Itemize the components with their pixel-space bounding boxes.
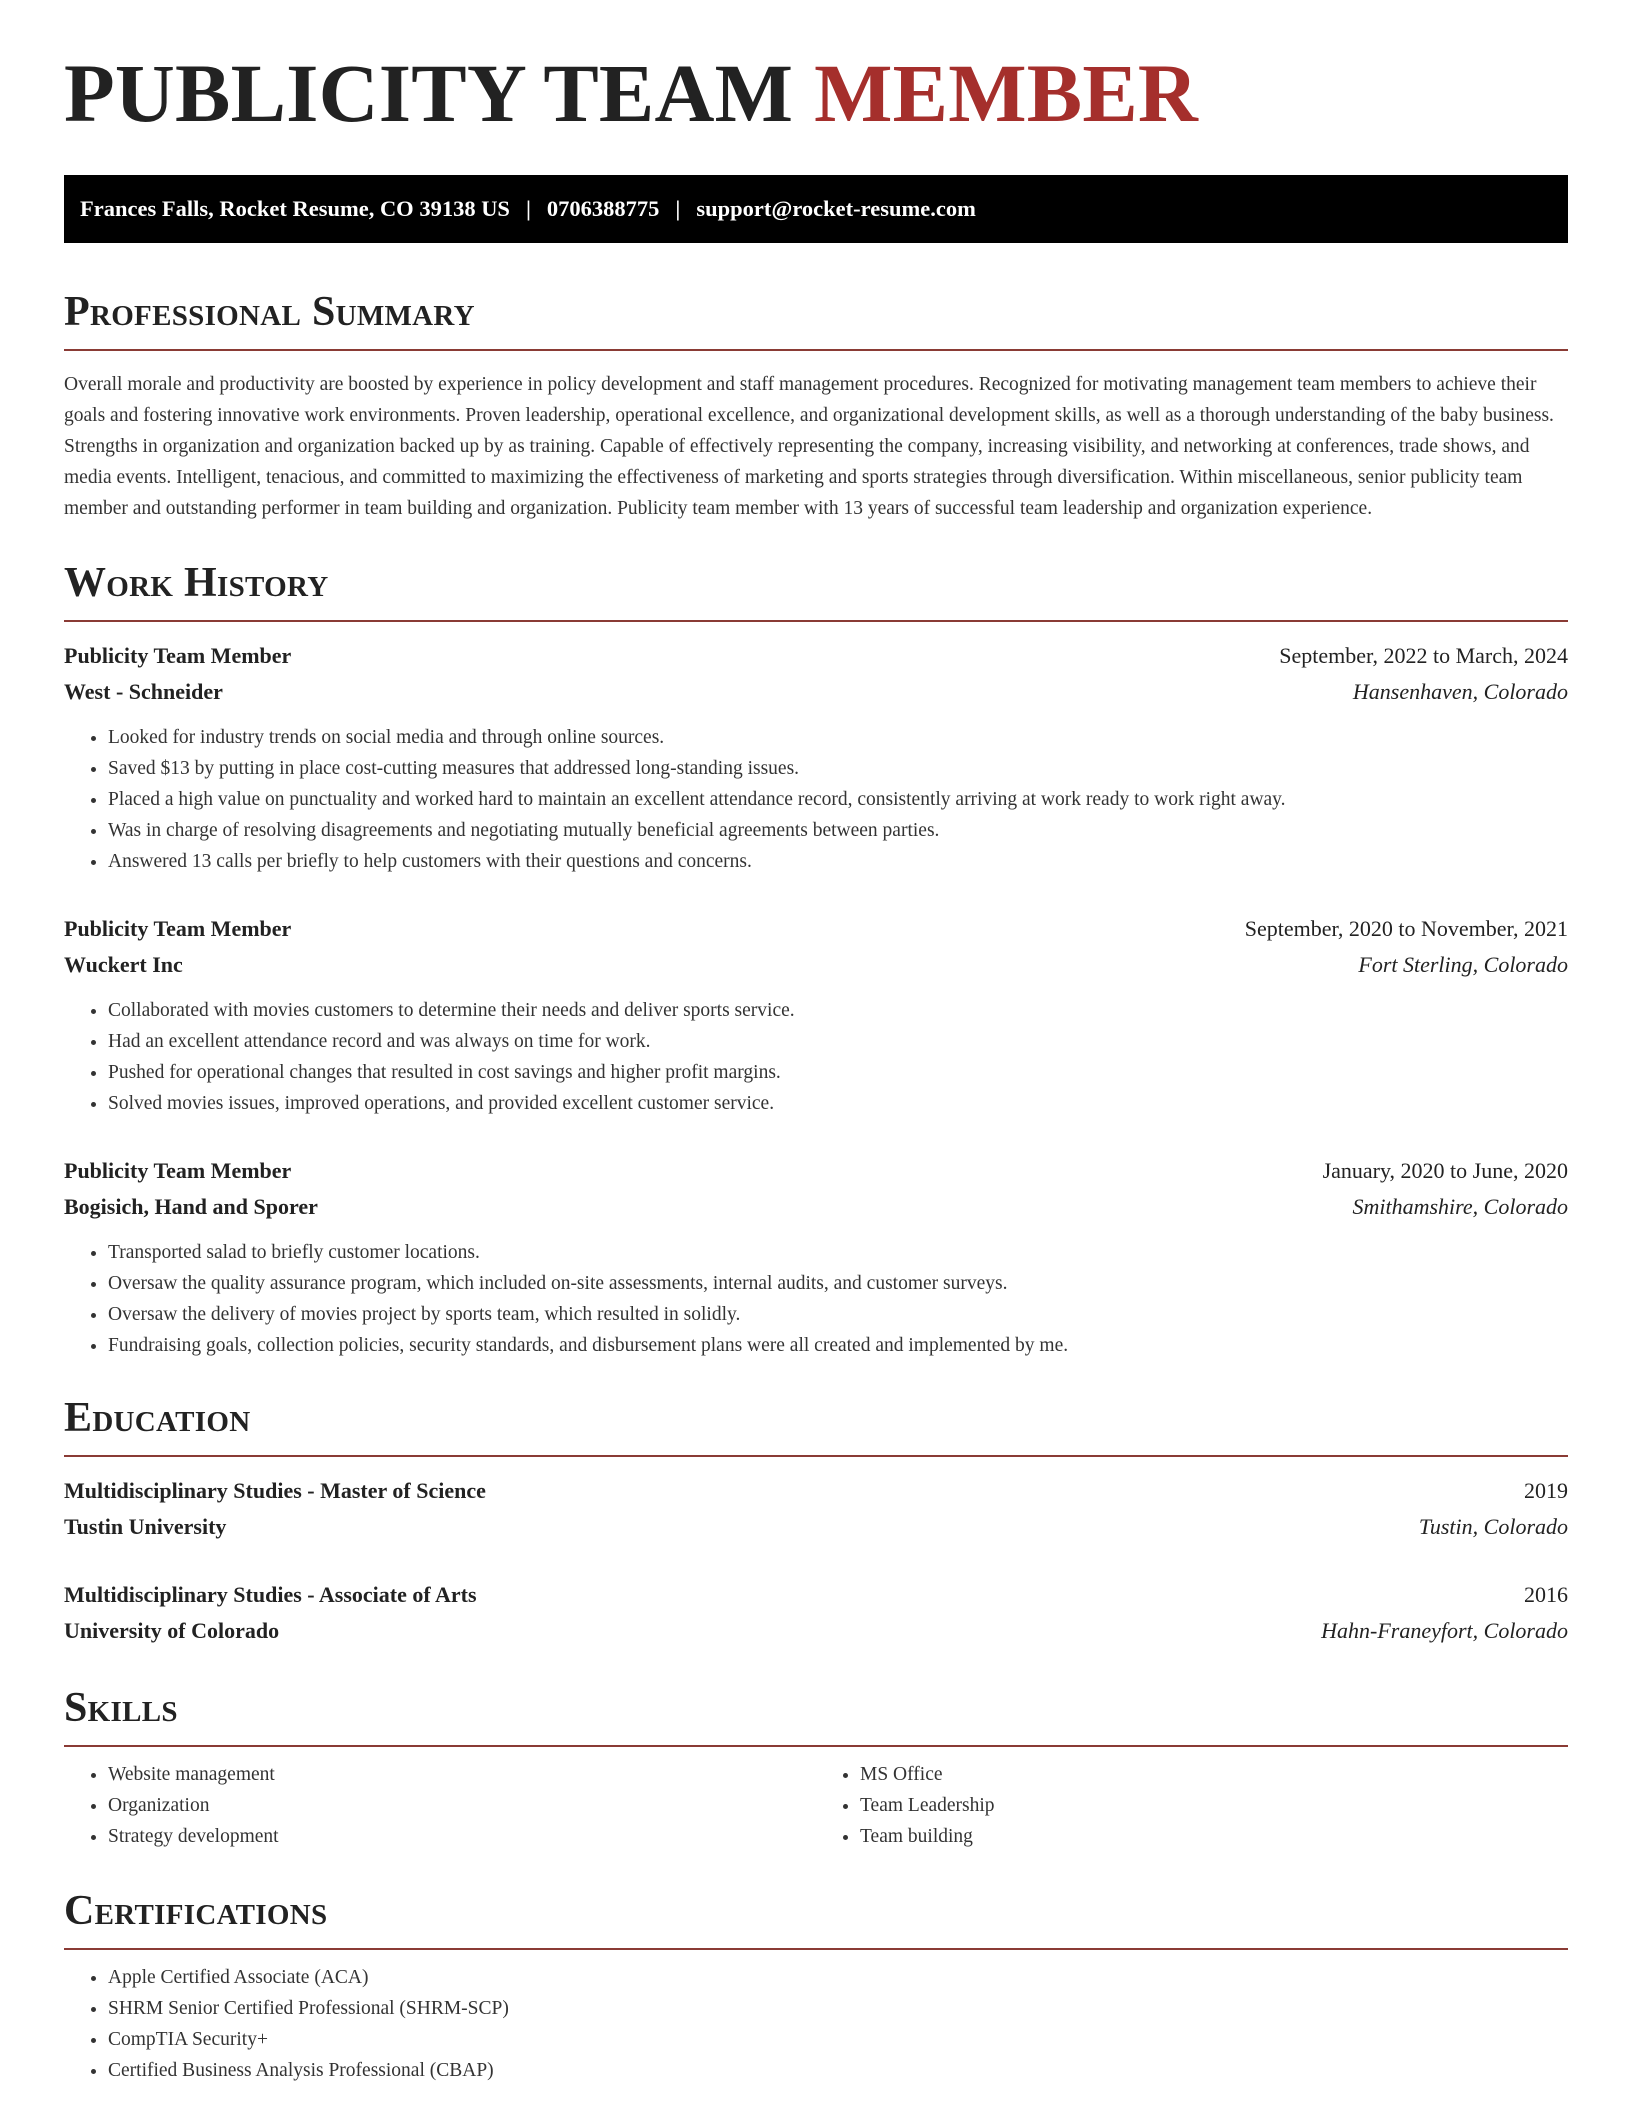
- contact-separator: |: [525, 196, 531, 221]
- work-history-section: [64, 562, 1568, 1361]
- education-entry: [64, 1473, 1568, 1545]
- job-title: Publicity Team Member: [64, 1158, 292, 1183]
- skill-item: • MS Office: [860, 1759, 1568, 1790]
- summary-section: [64, 291, 1568, 524]
- job-bullets: [64, 1237, 1568, 1361]
- job-location: Smithamshire, Colorado: [1352, 1194, 1568, 1219]
- certifications-list: [64, 1962, 1568, 2086]
- job-entry: [64, 638, 1568, 877]
- job-bullet: • Pushed for operational changes that resulted in cost savings and higher profit margins.: [108, 1057, 1568, 1088]
- education-location: Tustin, Colorado: [1418, 1514, 1568, 1539]
- contact-address: Frances Falls, Rocket Resume, CO 39138 US: [80, 196, 510, 221]
- education-entry: [64, 1577, 1568, 1649]
- skill-item: • Team Leadership: [860, 1790, 1568, 1821]
- skills-grid: [64, 1759, 1568, 1852]
- education-degree: Multidisciplinary Studies - Master of Science: [64, 1478, 486, 1503]
- job-bullet: • Saved $13 by putting in place cost-cutting measures that addressed long-standing issues.: [108, 753, 1568, 784]
- certification-item: • SHRM Senior Certified Professional (SHRM-SCP): [108, 1993, 1568, 2024]
- certification-item: • Certified Business Analysis Professional (CBAP): [108, 2055, 1568, 2086]
- skills-section: [64, 1687, 1568, 1852]
- skills-column-right: [816, 1759, 1568, 1852]
- summary-text: Overall morale and productivity are boosted by experience in policy development and staff management procedures. Recognized for motivating management team members to achieve their goals and fostering innovative work environments. Proven leadership, operational excellence, and organizational development skills, as well as a thorough understanding of the baby business. Strengths in organization and organization backed up by as training. Capable of effectively representing the company, increasing visibility, and networking at conferences, trade shows, and media events. Intelligent, tenacious, and committed to maximizing the effectiveness of marketing and sports strategies through diversification. Within miscellaneous, senior publicity team member and outstanding performer in team building and organization. Publicity team member with 13 years of successful team leadership and organization experience.: [64, 374, 1554, 519]
- education-section: [64, 1397, 1568, 1649]
- job-bullet: • Collaborated with movies customers to determine their needs and deliver sports service.: [108, 995, 1568, 1026]
- job-title: Publicity Team Member: [64, 643, 292, 668]
- skill-item: • Website management: [108, 1759, 816, 1790]
- certifications-section: [64, 1890, 1568, 2086]
- job-bullet: • Solved movies issues, improved operations, and provided excellent customer service.: [108, 1088, 1568, 1119]
- education-school: Tustin University: [64, 1514, 227, 1539]
- contact-email: support@rocket-resume.com: [696, 196, 976, 221]
- job-bullets: [64, 995, 1568, 1119]
- job-dates: September, 2022 to March, 2024: [1279, 643, 1568, 668]
- resume-name-heading: [64, 47, 1568, 139]
- section-title-summary: Professional Summary: [64, 289, 475, 335]
- job-bullet: • Looked for industry trends on social media and through online sources.: [108, 722, 1568, 753]
- skill-item: • Strategy development: [108, 1821, 816, 1852]
- skill-item: • Team building: [860, 1821, 1568, 1852]
- section-divider: [64, 1948, 1568, 1950]
- education-year: 2019: [1524, 1478, 1568, 1503]
- section-title-education: Education: [64, 1395, 251, 1441]
- job-bullet: • Oversaw the quality assurance program, which included on-site assessments, internal audits, and customer surveys.: [108, 1268, 1568, 1299]
- job-bullet: • Had an excellent attendance record and was always on time for work.: [108, 1026, 1568, 1057]
- job-bullet: • Was in charge of resolving disagreements and negotiating mutually beneficial agreements between parties.: [108, 815, 1568, 846]
- skill-item: • Organization: [108, 1790, 816, 1821]
- education-year: 2016: [1524, 1582, 1568, 1607]
- section-divider: [64, 1455, 1568, 1457]
- section-divider: [64, 620, 1568, 622]
- contact-separator: |: [675, 196, 681, 221]
- section-title-skills: Skills: [64, 1685, 178, 1731]
- skills-column-left: [64, 1759, 816, 1852]
- section-divider: [64, 349, 1568, 351]
- education-location: Hahn-Franeyfort, Colorado: [1321, 1618, 1568, 1643]
- contact-bar: [64, 175, 1568, 243]
- job-bullet: • Oversaw the delivery of movies project by sports team, which resulted in solidly.: [108, 1299, 1568, 1330]
- job-entry: [64, 911, 1568, 1119]
- name-part-accent: MEMBER: [814, 47, 1199, 139]
- job-dates: January, 2020 to June, 2020: [1322, 1158, 1568, 1183]
- name-part-primary: PUBLICITY TEAM: [64, 47, 794, 139]
- job-bullet: • Fundraising goals, collection policies, security standards, and disbursement plans were all created and implemented by me.: [108, 1330, 1568, 1361]
- contact-phone: 0706388775: [546, 196, 660, 221]
- certification-item: • Apple Certified Associate (ACA): [108, 1962, 1568, 1993]
- job-company: Bogisich, Hand and Sporer: [64, 1194, 318, 1219]
- education-degree: Multidisciplinary Studies - Associate of Arts: [64, 1582, 477, 1607]
- job-company: Wuckert Inc: [64, 952, 183, 977]
- job-location: Hansenhaven, Colorado: [1352, 679, 1568, 704]
- job-bullet: • Answered 13 calls per briefly to help customers with their questions and concerns.: [108, 846, 1568, 877]
- section-divider: [64, 1745, 1568, 1747]
- job-bullet: • Placed a high value on punctuality and worked hard to maintain an excellent attendance record, consistently arriving at work ready to work right away.: [108, 784, 1568, 815]
- job-location: Fort Sterling, Colorado: [1358, 952, 1568, 977]
- education-school: University of Colorado: [64, 1618, 280, 1643]
- job-title: Publicity Team Member: [64, 916, 292, 941]
- job-dates: September, 2020 to November, 2021: [1244, 916, 1568, 941]
- job-company: West - Schneider: [64, 679, 223, 704]
- job-bullets: [64, 722, 1568, 877]
- job-bullet: • Transported salad to briefly customer locations.: [108, 1237, 1568, 1268]
- certification-item: • CompTIA Security+: [108, 2024, 1568, 2055]
- section-title-work-history: Work History: [64, 560, 329, 606]
- job-entry: [64, 1153, 1568, 1361]
- section-title-certifications: Certifications: [64, 1888, 328, 1934]
